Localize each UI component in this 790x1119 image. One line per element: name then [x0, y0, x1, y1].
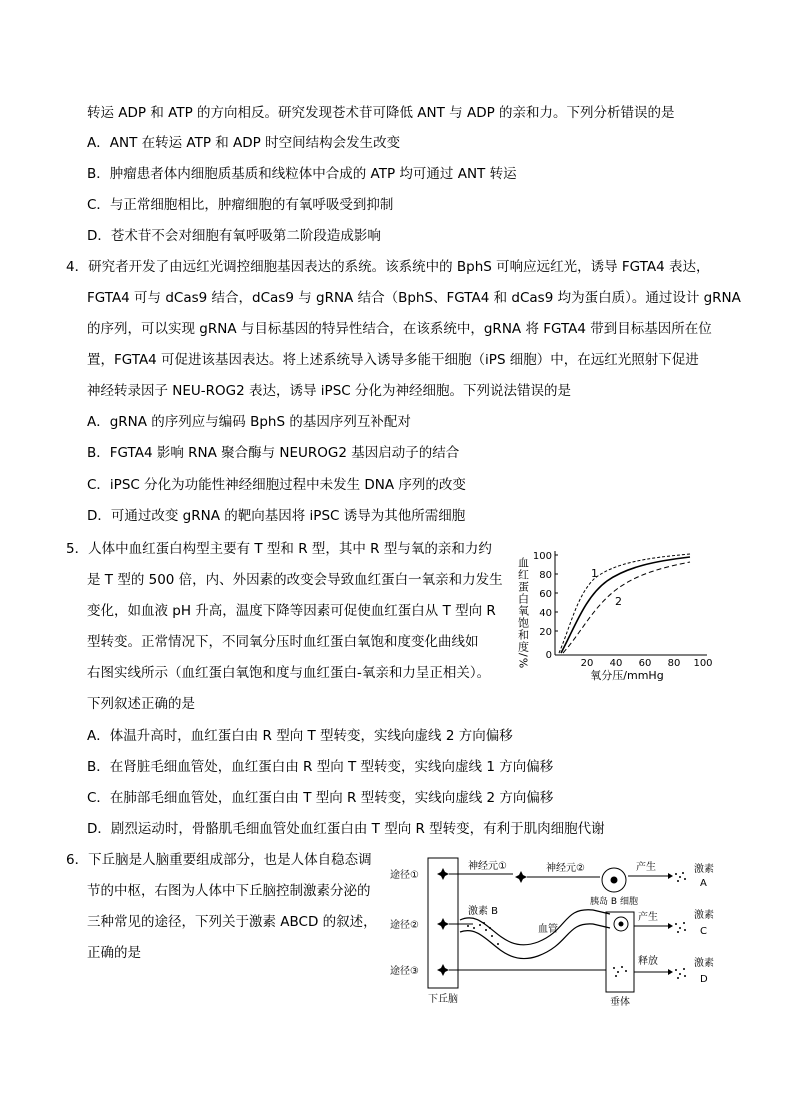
q5-option-a: A．体温升高时，血红蛋白由 R 型向 T 型转变，实线向虚线 2 方向偏移	[87, 728, 513, 744]
curve-2-dashed	[563, 562, 690, 653]
islet-b-cell-nucleus	[611, 877, 618, 884]
curve-1-label: 1	[591, 567, 598, 580]
hormone-a-label: 激素	[694, 864, 714, 875]
q5-stem-line-4: 型转变。正常情况下，不同氧分压时血红蛋白氧饱和度变化曲线如	[87, 634, 479, 650]
q4-stem-line-2: FGTA4 可与 dCas9 结合，dCas9 与 gRNA 结合（BphS、FGTA4 和 dCas9 均为蛋白质）。通过设计 gRNA	[87, 290, 741, 306]
hypothalamus-pathways-diagram	[388, 852, 718, 1012]
path-3-label: 途径③	[390, 966, 419, 977]
y-tick-80: 80	[539, 570, 552, 581]
path-2-label: 途径②	[390, 920, 419, 931]
q5-option-b: B．在肾脏毛细血管处，血红蛋白由 R 型向 T 型转变，实线向虚线 1 方向偏移	[87, 759, 554, 775]
q3-option-c: C．与正常细胞相比，肿瘤细胞的有氧呼吸受到抑制	[87, 197, 394, 213]
hypothalamus-label: 下丘脑	[428, 994, 458, 1005]
produce-1-label: 产生	[636, 862, 656, 873]
vessel-label: 血管	[538, 924, 558, 935]
hormone-b-dots	[467, 922, 499, 945]
path-3-terminal-dots	[613, 966, 627, 977]
q4-stem-line-1: 4．研究者开发了由远红光调控细胞基因表达的系统。该系统中的 BphS 可响应远红光，诱导 FGTA4 表达，	[66, 259, 710, 275]
hormone-c-label: 激素	[694, 910, 714, 921]
hormone-d-letter: D	[700, 974, 708, 985]
q3-option-a: A．ANT 在转运 ATP 和 ADP 时空间结构会发生改变	[87, 135, 401, 151]
q4-stem-line-5: 神经转录因子 NEU-ROG2 表达，诱导 iPSC 分化为神经细胞。下列说法错误的是	[87, 383, 571, 399]
pituitary-label: 垂体	[610, 997, 630, 1008]
y-tick-0: 0	[545, 650, 552, 661]
x-tick-100: 100	[693, 658, 713, 669]
neuron-2-soma	[437, 918, 449, 930]
hormone-d-dots	[675, 968, 686, 979]
oxygen-saturation-graph	[515, 545, 720, 685]
q5-stem-line-5: 右图实线所示（血红蛋白氧饱和度与血红蛋白-氧亲和力呈正相关）。	[87, 665, 491, 681]
release-label: 释放	[638, 956, 658, 967]
x-tick-60: 60	[638, 658, 652, 669]
q3-option-b: B．肿瘤患者体内细胞质基质和线粒体中合成的 ATP 均可通过 ANT 转运	[87, 166, 517, 182]
produce-1-arrowhead	[668, 873, 673, 879]
hormone-b-label: 激素 B	[468, 906, 499, 917]
produce-2-arrowhead	[668, 923, 673, 929]
curve-2-label: 2	[615, 595, 622, 608]
path-1-label: 途径①	[390, 870, 419, 881]
y-tick-60: 60	[539, 589, 552, 600]
neuron-1-soma	[437, 868, 449, 880]
q4-option-c: C．iPSC 分化为功能性神经细胞过程中未发生 DNA 序列的改变	[87, 477, 466, 493]
graph-ylabel: 血红蛋白氧饱和度/%	[516, 557, 530, 670]
hormone-c-letter: C	[700, 926, 707, 937]
q6-stem-line-3: 三种常见的途径，下列关于激素 ABCD 的叙述，	[87, 914, 377, 930]
q4-option-b: B．FGTA4 影响 RNA 聚合酶与 NEUROG2 基因启动子的结合	[87, 445, 460, 461]
synapse-neuron-2	[515, 871, 527, 883]
q6-stem-line-4: 正确的是	[87, 945, 141, 961]
q5-option-d: D．剧烈运动时，骨骼肌毛细血管处血红蛋白由 T 型向 R 型转变，有利于肌肉细胞代谢	[87, 821, 605, 837]
q5-stem-line-6: 下列叙述正确的是	[87, 696, 195, 712]
q3-option-d: D．苍术苷不会对细胞有氧呼吸第二阶段造成影响	[87, 228, 381, 244]
q5-stem-line-2: 是 T 型的 500 倍，内、外因素的改变会导致血红蛋白一氧亲和力发生	[87, 572, 503, 588]
release-arrowhead	[668, 969, 673, 975]
q6-stem-line-1: 6．下丘脑是人脑重要组成部分，也是人体自稳态调	[66, 852, 372, 868]
q3-stem-end: 转运 ADP 和 ATP 的方向相反。研究发现苍术苷可降低 ANT 与 ADP 的亲和力。下列分析错误的是	[87, 105, 675, 121]
x-tick-80: 80	[667, 658, 681, 669]
q4-option-a: A．gRNA 的序列应与编码 BphS 的基因序列互补配对	[87, 414, 411, 430]
curve-1-dashed	[559, 554, 690, 653]
neuron-1-label: 神经元①	[468, 861, 507, 872]
hormone-a-dots	[675, 872, 686, 882]
x-tick-20: 20	[580, 658, 594, 669]
q5-option-c: C．在肺部毛细血管处，血红蛋白由 T 型向 R 型转变，实线向虚线 2 方向偏移	[87, 790, 554, 806]
q5-stem-line-1: 5．人体中血红蛋白构型主要有 T 型和 R 型，其中 R 型与氧的亲和力约	[66, 541, 492, 557]
hormone-a-letter: A	[700, 878, 707, 889]
blood-vessel-lower	[460, 924, 610, 959]
hormone-c-dots	[675, 922, 686, 933]
neuron-3-soma	[437, 964, 449, 976]
neuron-2-label: 神经元②	[546, 863, 585, 874]
y-tick-40: 40	[539, 608, 552, 619]
graph-xlabel: 氧分压/mmHg	[590, 669, 664, 682]
produce-2-label: 产生	[638, 912, 658, 923]
hormone-d-label: 激素	[694, 958, 714, 969]
q4-stem-line-3: 的序列，可以实现 gRNA 与目标基因的特异性结合，在该系统中，gRNA 将 FGTA4 带到目标基因所在位	[87, 321, 712, 337]
q6-stem-line-2: 节的中枢，右图为人体中下丘脑控制激素分泌的	[87, 883, 371, 899]
curve-solid	[561, 557, 690, 653]
y-tick-20: 20	[539, 627, 552, 638]
islet-b-cell-label: 胰岛 B 细胞	[590, 897, 638, 907]
pituitary-cell-nucleus	[619, 922, 624, 927]
y-tick-100: 100	[532, 551, 552, 562]
q4-option-d: D．可通过改变 gRNA 的靶向基因将 iPSC 诱导为其他所需细胞	[87, 508, 466, 524]
q5-stem-line-3: 变化，如血液 pH 升高，温度下降等因素可促使血红蛋白从 T 型向 R	[87, 603, 496, 619]
x-tick-40: 40	[609, 658, 623, 669]
q4-stem-line-4: 置，FGTA4 可促进该基因表达。将上述系统导入诱导多能干细胞（iPS 细胞）中，在远红光照射下促进	[87, 352, 699, 368]
